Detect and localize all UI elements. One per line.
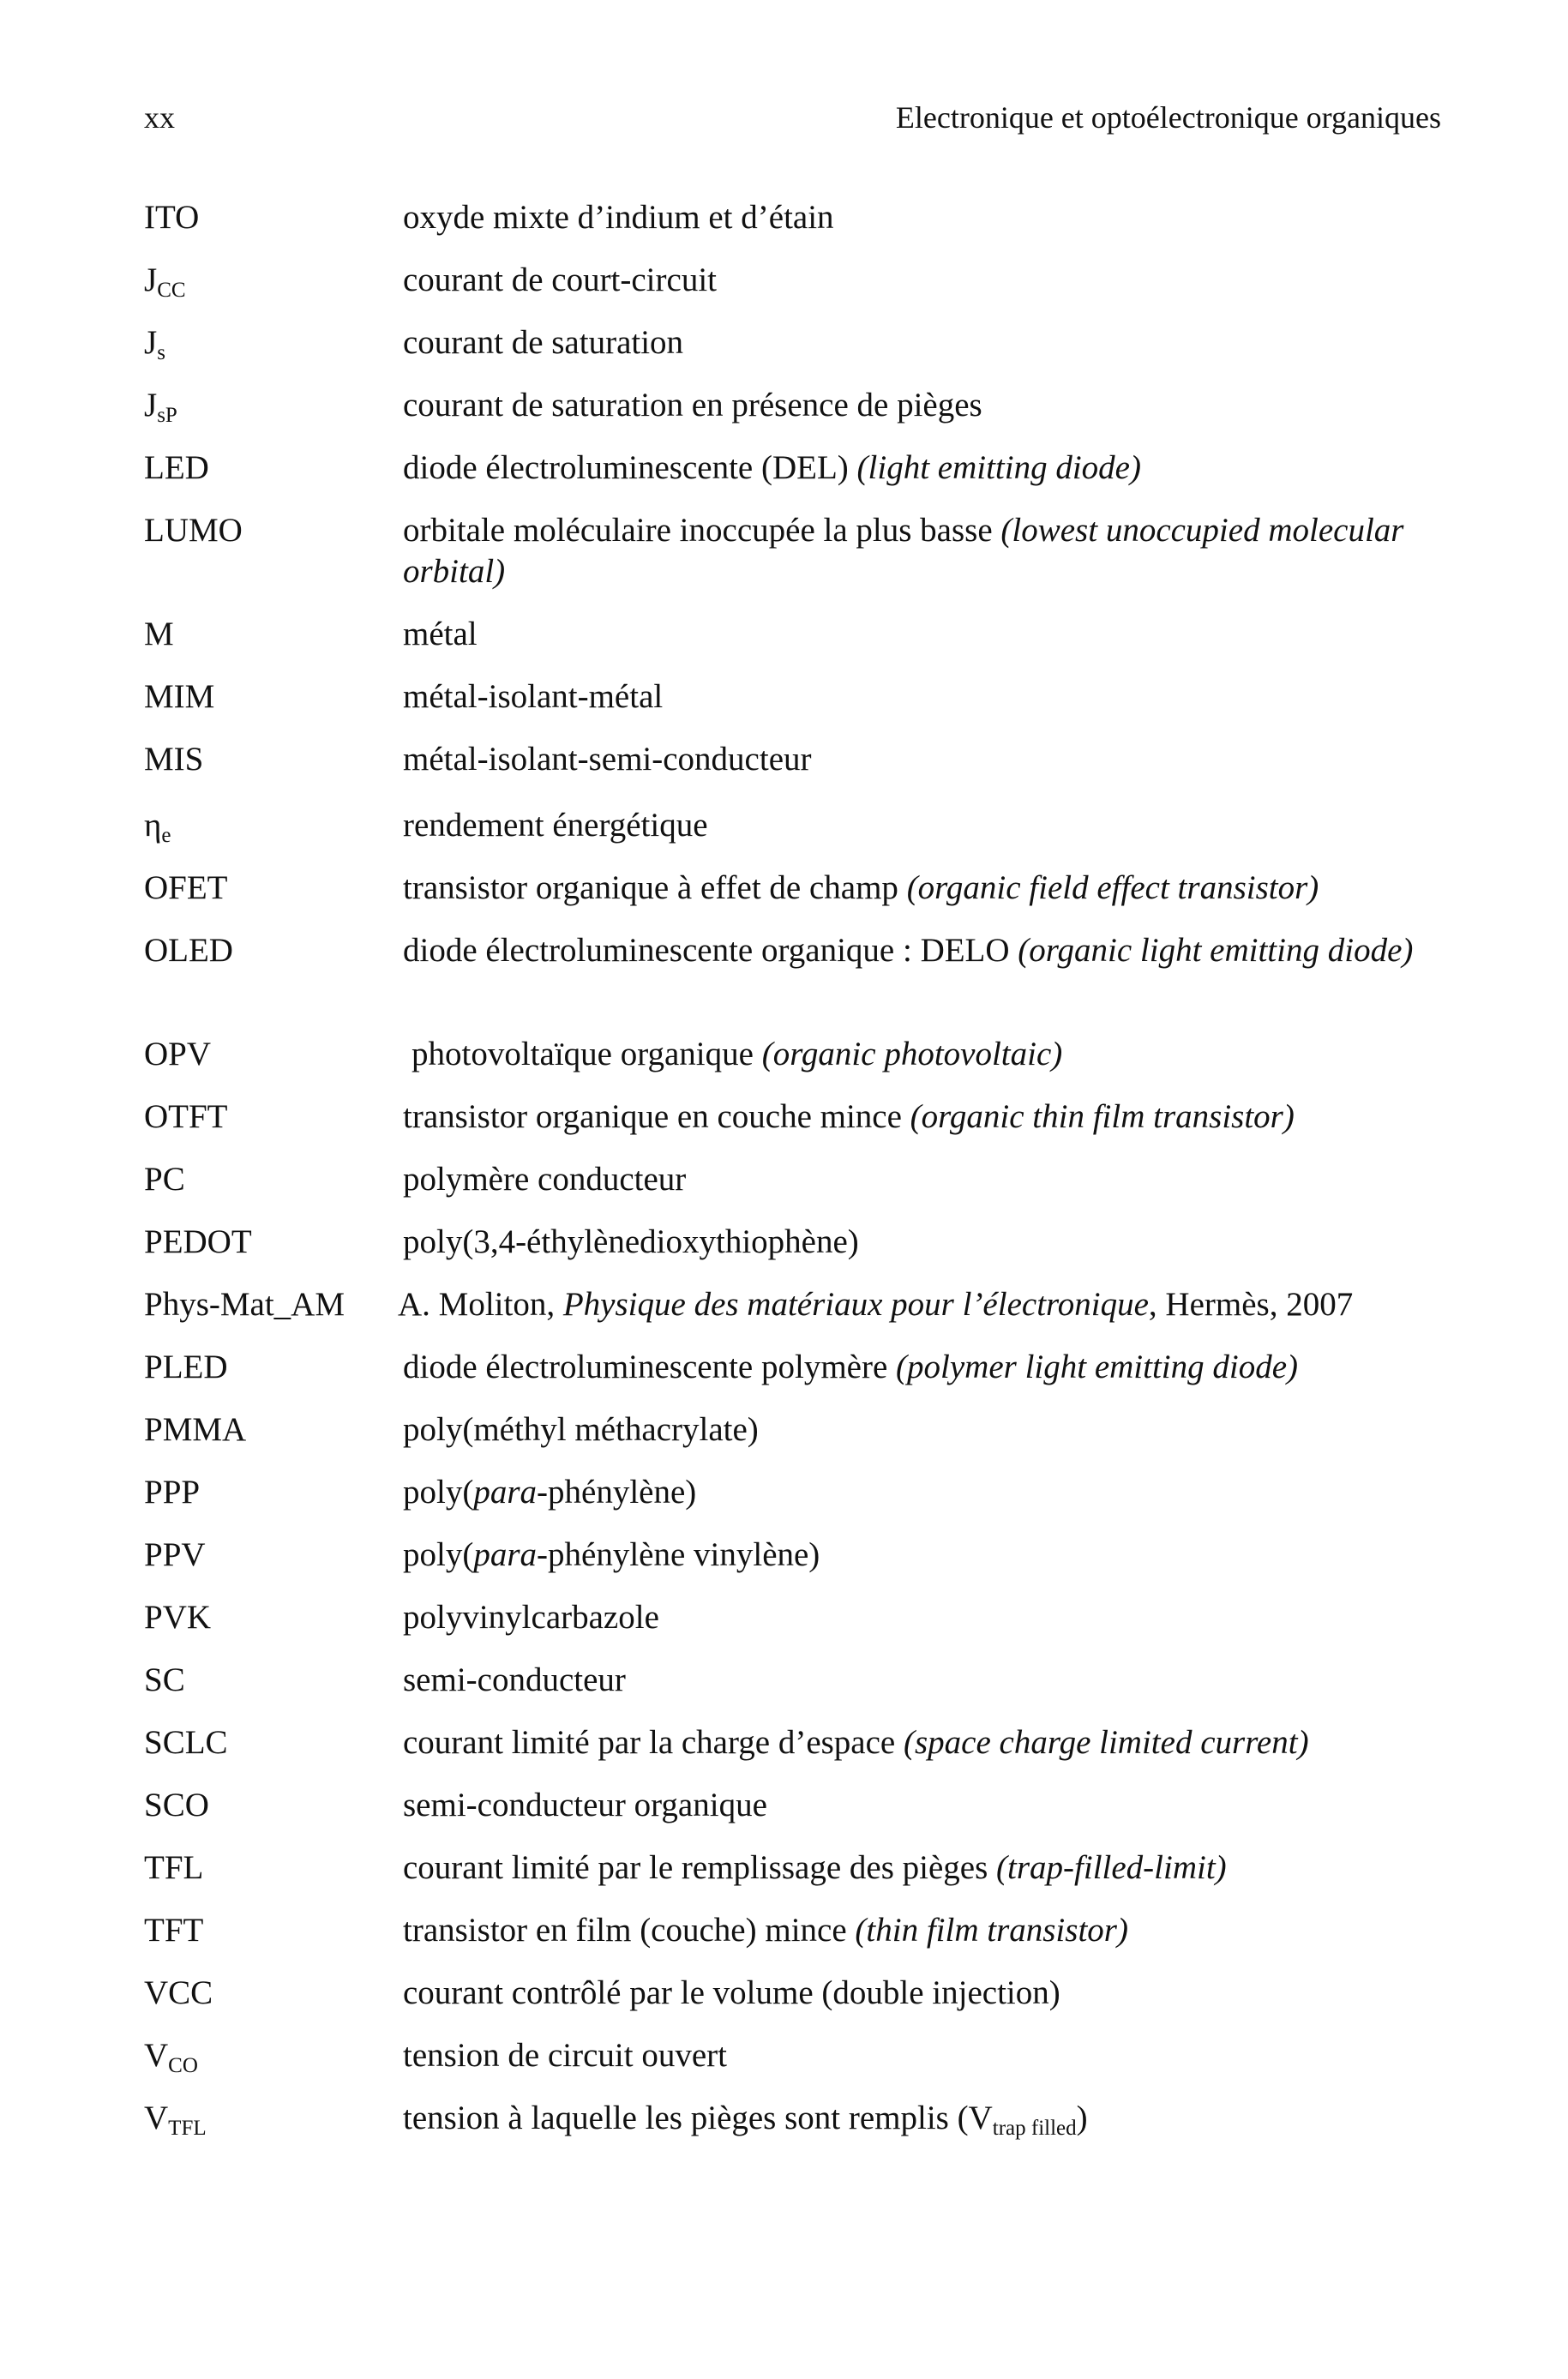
entry-term: PPV — [144, 1536, 206, 1573]
entry-definition: diode électroluminescente polymère (polymer light emitting diode) — [403, 1349, 1299, 1385]
entry-term: $\eta_e$ — [144, 807, 171, 847]
entry-term: SCLC — [144, 1724, 228, 1761]
entry-term: PVK — [144, 1599, 212, 1636]
entry-definition: diode électroluminescente organique : DELO (organic light emitting diode) — [403, 932, 1414, 969]
entry-definition: courant contrôlé par le volume (double injection) — [403, 1974, 1060, 2011]
entry-term: SCO — [144, 1787, 209, 1823]
glossary-entry-otft — [144, 1096, 1464, 1159]
entry-term: SC — [144, 1661, 185, 1698]
glossary-entry-tft — [144, 1910, 1464, 1973]
entry-term: MIS — [144, 741, 204, 778]
running-header — [144, 96, 1441, 139]
glossary-entry-pc — [144, 1159, 1464, 1222]
glossary-entry-vtfl — [144, 2098, 1464, 2160]
entry-definition: courant de court-circuit — [403, 261, 717, 298]
entry-definition: A. Moliton, Physique des matériaux pour l’électronique, Hermès, 2007 — [398, 1286, 1354, 1323]
entry-definition: oxyde mixte d’indium et d’étain — [403, 199, 834, 236]
entry-term: ITO — [144, 199, 200, 236]
entry-term: $V_{TFL}$ — [144, 2100, 207, 2140]
entry-term: OLED — [144, 932, 233, 969]
entry-term: $J_{CC}$ — [144, 261, 186, 302]
glossary-entry-vcc — [144, 1973, 1464, 2035]
page-number: xx — [144, 100, 175, 135]
entry-definition: transistor organique en couche mince (organic thin film transistor) — [403, 1098, 1295, 1135]
entry-term: $J_s$ — [144, 324, 165, 364]
glossary-entry-tfl — [144, 1847, 1464, 1910]
entry-term: PLED — [144, 1349, 228, 1385]
entry-definition: poly(para-phénylène vinylène) — [403, 1536, 820, 1573]
entry-term: OTFT — [144, 1098, 228, 1135]
glossary-entry-ito — [144, 197, 1464, 260]
entry-definition: courant de saturation en présence de pièges — [403, 387, 982, 424]
entry-definition: métal — [403, 616, 478, 652]
entry-term: M — [144, 616, 174, 652]
entry-definition: rendement énergétique — [403, 807, 708, 844]
glossary-entry-sco — [144, 1785, 1464, 1847]
entry-term: TFT — [144, 1912, 204, 1949]
glossary-entry-pled — [144, 1347, 1464, 1409]
glossary-entry-ppv — [144, 1535, 1464, 1597]
glossary-entry-ppp — [144, 1472, 1464, 1535]
glossary-entry-vco — [144, 2035, 1464, 2098]
entry-term: PPP — [144, 1474, 201, 1511]
entry-term: LED — [144, 449, 209, 486]
glossary-entry-led — [144, 448, 1464, 510]
entry-definition: tension à laquelle les pièges sont remplis $(V_{trap filled})$ — [403, 2100, 1088, 2140]
entry-definition: polyvinylcarbazole — [403, 1599, 659, 1636]
glossary-entry-oled — [144, 930, 1464, 1034]
glossary-entry-eta-e — [144, 802, 1464, 868]
book-title: Electronique et optoélectronique organiques — [895, 100, 1441, 135]
entry-term: PEDOT — [144, 1223, 252, 1260]
glossary-entry-pvk — [144, 1597, 1464, 1660]
glossary-entry-pmma — [144, 1409, 1464, 1472]
entry-definition: transistor organique à effet de champ (organic field effect transistor) — [403, 869, 1319, 906]
glossary-entry-m — [144, 614, 1464, 676]
entry-term: OPV — [144, 1036, 212, 1072]
entry-definition: courant de saturation — [403, 324, 684, 361]
entry-definition: métal-isolant-semi-conducteur — [403, 741, 812, 778]
entry-definition: poly(3,4-éthylènedioxythiophène) — [403, 1223, 859, 1260]
entry-term: Phys-Mat_AM — [144, 1286, 345, 1323]
glossary-entry-pedot — [144, 1222, 1464, 1284]
glossary-entry-jsp — [144, 385, 1464, 448]
entry-definition: poly(méthyl méthacrylate) — [403, 1411, 759, 1448]
entry-term: PMMA — [144, 1411, 247, 1448]
entry-definition: courant limité par le remplissage des pièges (trap-filled-limit) — [403, 1849, 1227, 1886]
entry-definition: transistor en film (couche) mince (thin film transistor) — [403, 1912, 1128, 1949]
glossary-entry-js — [144, 322, 1464, 385]
glossary-entry-phys-mat-am — [144, 1284, 1464, 1347]
entry-definition: métal-isolant-métal — [403, 678, 664, 715]
entry-term: $J_{sP}$ — [144, 387, 177, 427]
glossary-entry-lumo — [144, 510, 1464, 614]
entry-definition: tension de circuit ouvert — [403, 2037, 727, 2074]
entry-definition: poly(para-phénylène) — [403, 1474, 697, 1511]
glossary-entry-sc — [144, 1660, 1464, 1722]
entry-definition: courant limité par la charge d’espace (space charge limited current) — [403, 1724, 1309, 1761]
glossary-entry-ofet — [144, 868, 1464, 930]
entry-term: TFL — [144, 1849, 204, 1886]
entry-definition: photovoltaïque organique (organic photovoltaic) — [412, 1036, 1063, 1072]
entry-term: PC — [144, 1161, 185, 1198]
entry-term: LUMO — [144, 512, 243, 549]
entry-definition: semi-conducteur — [403, 1661, 626, 1698]
glossary-entry-sclc — [144, 1722, 1464, 1785]
entry-definition: diode électroluminescente (DEL) (light emitting diode) — [403, 449, 1141, 486]
entry-definition: semi-conducteur organique — [403, 1787, 767, 1823]
entry-term: $V_{CO}$ — [144, 2037, 198, 2077]
glossary-entry-jcc — [144, 260, 1464, 322]
glossary-entry-opv — [144, 1034, 1464, 1096]
entry-definition: orbitale moléculaire inoccupée la plus basse (lowest unoccupied molecular orbital) — [403, 512, 1404, 590]
entry-term: VCC — [144, 1974, 213, 2011]
entry-term: MIM — [144, 678, 215, 715]
abbreviation-list — [144, 197, 1464, 2160]
entry-term: OFET — [144, 869, 228, 906]
glossary-entry-mis — [144, 739, 1464, 802]
glossary-entry-mim — [144, 676, 1464, 739]
entry-definition: polymère conducteur — [403, 1161, 687, 1198]
